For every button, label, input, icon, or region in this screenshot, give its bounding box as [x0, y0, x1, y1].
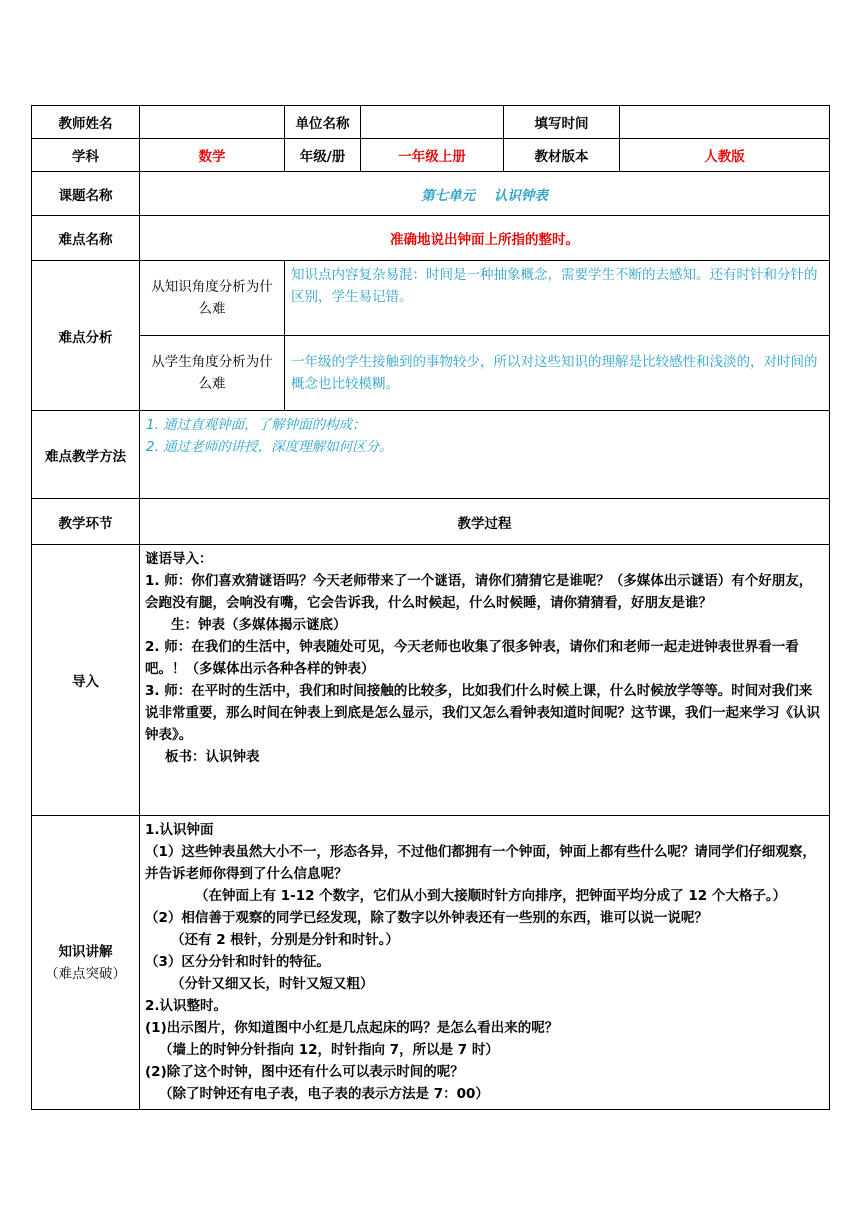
intro-line: 3. 师：在平时的生活中，我们和时间接触的比较多，比如我们什么时候上课，什么时候放学等等。时间对我们来说非常重要，那么时间在钟表上到底是怎么显示，我们又怎么看钟表知道时间呢？这节课，我们一起来学习《认识钟表》。: [145, 683, 820, 743]
subject-value: 数学: [140, 139, 285, 172]
method-row: [32, 411, 830, 499]
fill-time-label: 填写时间: [504, 106, 620, 139]
knowledge-line: （1）这些钟表虽然大小不一，形态各异，不过他们都拥有一个钟面，钟面上都有些什么呢？请同学们仔细观察，并告诉老师你得到了什么信息呢？: [145, 844, 816, 882]
intro-line: 1. 师：你们喜欢猜谜语吗？今天老师带来了一个谜语，请你们猜猜它是谁呢？（多媒体出示谜语）有个好朋友，会跑没有腿，会响没有嘴，它会告诉我，什么时候起，什么时候睡，请你猜猜看，好朋友是谁？: [145, 573, 813, 611]
knowledge-line: 1.认识钟面: [145, 822, 214, 838]
knowledge-line: （3）区分分针和时针的特征。: [145, 954, 330, 970]
student-angle-text: 一年级的学生接触到的事物较少，所以对这些知识的理解是比较感性和浅淡的，对时间的概念也比较模糊。: [285, 336, 830, 411]
intro-line: 谜语导入：: [145, 551, 213, 567]
teacher-name-value: [140, 106, 285, 139]
topic-label: 课题名称: [32, 172, 140, 216]
unit-label: 单位名称: [285, 106, 361, 139]
knowledge-line: (2)除了这个时钟，图中还有什么可以表示时间的呢？: [145, 1064, 464, 1080]
knowledge-line: （还有 2 根针，分别是分针和时针。）: [171, 932, 400, 948]
intro-content: [140, 545, 830, 816]
knowledge-line: （2）相信善于观察的同学已经发现，除了数字以外钟表还有一些别的东西，谁可以说一说呢？: [145, 910, 708, 926]
edition-value: 人教版: [620, 139, 830, 172]
knowledge-row: [32, 816, 830, 1110]
knowledge-angle-text: 知识点内容复杂易混：时间是一种抽象概念，需要学生不断的去感知。还有时针和分针的区别，学生易记错。: [285, 261, 830, 336]
knowledge-line: （除了时钟还有电子表，电子表的表示方法是 7：00）: [159, 1086, 489, 1102]
difficulty-label: 难点名称: [32, 216, 140, 261]
knowledge-content: [140, 816, 830, 1110]
knowledge-label-cell: [32, 816, 140, 1110]
analysis-row-knowledge: [32, 261, 830, 336]
method-item: 1. 通过直观钟面，了解钟面的构成；: [146, 417, 366, 433]
knowledge-line: （在钟面上有 1-12 个数字，它们从小到大接顺时针方向排序，把钟面平均分成了 12 个大格子。）: [195, 888, 787, 904]
knowledge-line: （分针又细又长，时针又短又粗）: [171, 976, 374, 992]
unit-value: [361, 106, 504, 139]
knowledge-line: (1)出示图片，你知道图中小红是几点起床的吗？是怎么看出来的呢？: [145, 1020, 559, 1036]
process-header-row: [32, 499, 830, 545]
knowledge-line: 2.认识整时。: [145, 998, 228, 1014]
method-item: 2. 通过老师的讲授，深度理解如何区分。: [146, 439, 393, 455]
info-row-2: [32, 139, 830, 172]
difficulty-value: 准确地说出钟面上所指的整时。: [140, 216, 830, 261]
edition-label: 教材版本: [504, 139, 620, 172]
analysis-row-student: [32, 336, 830, 411]
fill-time-value: [620, 106, 830, 139]
knowledge-angle-label: 从知识角度分析为什么难: [140, 261, 285, 336]
intro-row: [32, 545, 830, 816]
subject-label: 学科: [32, 139, 140, 172]
method-list: [140, 411, 830, 499]
grade-value: 一年级上册: [361, 139, 504, 172]
intro-label: 导入: [32, 545, 140, 816]
intro-line: 2. 师：在我们的生活中，钟表随处可见，今天老师也收集了很多钟表，请你们和老师一起走进钟表世界看一看吧。！（多媒体出示各种各样的钟表）: [145, 639, 799, 677]
difficulty-row: [32, 216, 830, 261]
teacher-name-label: 教师姓名: [32, 106, 140, 139]
topic-value: 第七单元 认识钟表: [140, 172, 830, 216]
topic-row: [32, 172, 830, 216]
stage-header: 教学环节: [32, 499, 140, 545]
process-header: 教学过程: [140, 499, 830, 545]
lesson-table: [31, 105, 830, 1110]
intro-line: 板书：认识钟表: [165, 749, 260, 765]
info-row-1: [32, 106, 830, 139]
analysis-label: 难点分析: [32, 261, 140, 411]
student-angle-label: 从学生角度分析为什么难: [140, 336, 285, 411]
grade-label: 年级/册: [285, 139, 361, 172]
knowledge-label-sub: （难点突破）: [45, 965, 126, 982]
method-label: 难点教学方法: [32, 411, 140, 499]
knowledge-line: （墙上的时钟分针指向 12，时针指向 7，所以是 7 时）: [159, 1042, 499, 1058]
knowledge-label: 知识讲解: [58, 943, 113, 960]
intro-line: 生：钟表（多媒体揭示谜底）: [171, 617, 347, 633]
